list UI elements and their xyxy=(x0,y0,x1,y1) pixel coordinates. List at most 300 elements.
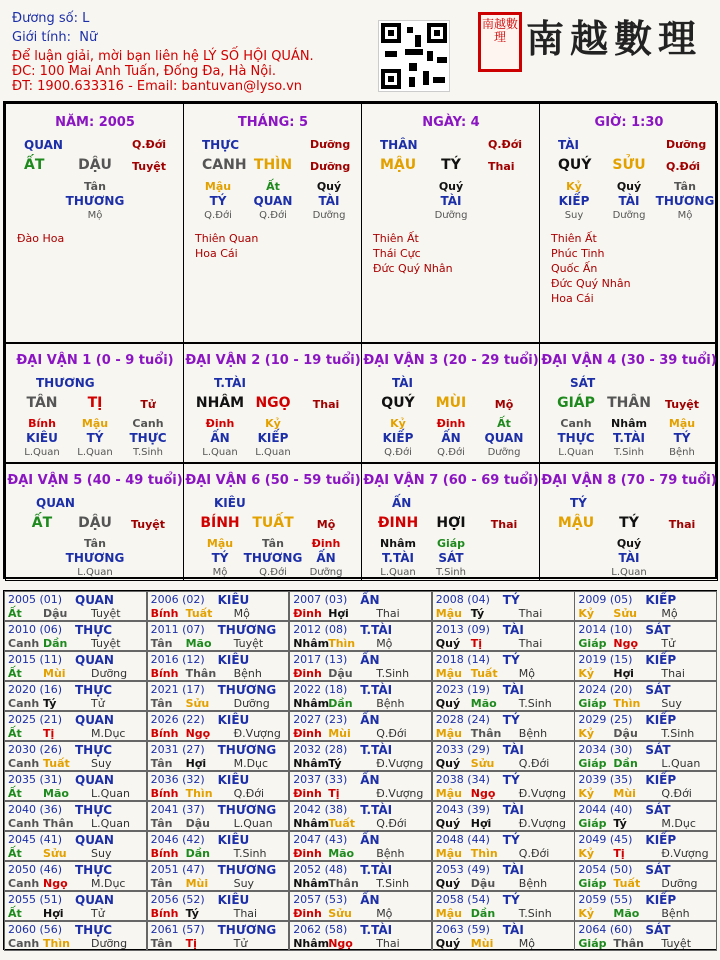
year-stem: Bính xyxy=(150,847,179,860)
year-branch: Tuất xyxy=(470,667,498,680)
year-ten-god: TÀI xyxy=(502,863,524,877)
year-stage: Tử xyxy=(91,907,105,920)
year-branch: Mùi xyxy=(470,937,494,950)
dai-van-hidden-stem: Kỷ xyxy=(265,417,281,430)
year-cell xyxy=(147,621,290,651)
year-ten-god: KIẾP xyxy=(645,833,677,847)
pillar-cell xyxy=(361,103,540,343)
year-ten-god: TÝ xyxy=(502,893,520,907)
year-branch: Dậu xyxy=(613,727,638,740)
year-stem: Canh xyxy=(8,877,40,890)
year-stem: Mậu xyxy=(435,667,462,680)
year-label: 2047 (43) xyxy=(293,833,348,846)
dai-van-hidden-god: KIẾP xyxy=(257,431,289,445)
dai-van-hidden-stage: L.Quan xyxy=(24,447,60,458)
year-cell xyxy=(574,651,717,681)
year-stem: Nhâm xyxy=(293,757,330,770)
dai-van-hidden-stem: Canh xyxy=(132,417,164,430)
year-stem: Đinh xyxy=(293,607,322,620)
year-stem: Quý xyxy=(435,817,461,830)
year-cell xyxy=(147,711,290,741)
dai-van-hidden-stem: Canh xyxy=(560,417,592,430)
dai-van-title: ĐẠI VẬN 2 (10 - 19 tuổi) xyxy=(185,353,361,368)
year-stage: Tuyệt xyxy=(91,637,121,650)
gender-label: Giới tính: xyxy=(12,30,71,45)
year-ten-god: THỰC xyxy=(75,743,113,757)
year-ten-god: KIẾP xyxy=(645,593,677,607)
year-ten-god: T.TÀI xyxy=(360,743,393,757)
year-branch: Sửu xyxy=(43,847,67,860)
year-stage: M.Dục xyxy=(661,817,696,830)
dai-van-stage: Tuyệt xyxy=(130,518,166,531)
year-cell xyxy=(4,801,147,831)
year-label: 2012 (08) xyxy=(293,623,348,636)
year-cell xyxy=(4,711,147,741)
year-branch: Dậu xyxy=(328,667,353,680)
year-branch: Tuất xyxy=(613,877,641,890)
hidden-ten-god: TÀI xyxy=(318,194,340,208)
dai-van-cell xyxy=(539,343,718,463)
dai-van-hidden-stem: Mậu xyxy=(81,417,109,430)
stage-label: Dưỡng xyxy=(310,138,351,151)
year-branch: Tý xyxy=(43,697,57,710)
pillar-cell xyxy=(539,103,718,343)
owner-value: L xyxy=(82,11,90,26)
dai-van-hidden-god: ẤN xyxy=(210,431,230,445)
year-cell xyxy=(147,681,290,711)
year-branch: Dần xyxy=(185,847,210,860)
year-cell xyxy=(4,741,147,771)
dai-van-hidden-stage: L.Quan xyxy=(255,447,291,458)
year-label: 2021 (17) xyxy=(150,683,205,696)
year-stem: Đinh xyxy=(293,907,322,920)
header xyxy=(0,0,720,100)
dai-van-ten-god: TÀI xyxy=(392,376,414,390)
year-branch: Mão xyxy=(328,847,355,860)
year-stem: Quý xyxy=(435,877,461,890)
year-branch: Thìn xyxy=(328,637,356,650)
dai-van-branch: TUẤT xyxy=(252,515,294,531)
year-stage: T.Sinh xyxy=(661,727,695,740)
year-stage: L.Quan xyxy=(233,817,273,830)
dai-van-cell xyxy=(539,463,718,581)
hidden-ten-god: KIẾP xyxy=(558,194,590,208)
year-ten-god: KIÊU xyxy=(217,833,250,847)
year-ten-god: QUAN xyxy=(75,653,114,667)
year-stem: Đinh xyxy=(293,787,322,800)
year-cell xyxy=(574,681,717,711)
year-branch: Hợi xyxy=(185,757,207,770)
year-branch: Tị xyxy=(43,727,55,740)
dai-van-ten-god: QUAN xyxy=(36,496,75,510)
year-label: 2014 (10) xyxy=(578,623,633,636)
dai-van-title: ĐẠI VẬN 4 (30 - 39 tuổi) xyxy=(541,353,717,368)
year-ten-god: TÝ xyxy=(502,773,520,787)
dai-van-hidden-stage: L.Quan xyxy=(77,567,113,578)
auspicious-star: Đức Quý Nhân xyxy=(551,277,631,290)
earthly-branch: TÝ xyxy=(441,157,461,173)
dai-van-hidden-stage: L.Quan xyxy=(380,567,416,578)
year-stage: Đ.Vượng xyxy=(376,757,424,770)
year-cell xyxy=(432,831,575,861)
year-ten-god: TÀI xyxy=(502,683,524,697)
owner-label: Đương số: xyxy=(12,11,78,26)
year-branch: Dần xyxy=(43,637,68,650)
year-cell xyxy=(574,891,717,921)
address-line: ĐC: 100 Mai Anh Tuấn, Đống Đa, Hà Nội. xyxy=(12,64,276,79)
year-stem: Kỷ xyxy=(578,607,595,620)
life-stage: Q.Đới xyxy=(666,160,701,173)
year-label: 2028 (24) xyxy=(435,713,490,726)
dai-van-ten-god: THƯƠNG xyxy=(36,376,95,390)
year-branch: Mão xyxy=(470,697,497,710)
dai-van-hidden-stage: L.Quan xyxy=(77,447,113,458)
year-label: 2051 (47) xyxy=(150,863,205,876)
year-cell xyxy=(4,831,147,861)
contact-intro: Để luận giải, mời bạn liên hệ LÝ SỐ HỘI QUÁN. xyxy=(12,49,314,64)
year-ten-god: T.TÀI xyxy=(360,683,393,697)
year-branch: Dần xyxy=(328,697,353,710)
year-stem: Tân xyxy=(150,697,173,710)
pillar-cell xyxy=(183,103,362,343)
gender-value: Nữ xyxy=(79,30,98,45)
year-branch: Thân xyxy=(470,727,502,740)
dai-van-hidden-stem: Đinh xyxy=(205,417,235,430)
dai-van-title: ĐẠI VẬN 1 (0 - 9 tuổi) xyxy=(16,353,174,368)
dai-van-hidden-god: THỰC xyxy=(557,431,595,445)
life-stage: Dưỡng xyxy=(310,160,351,173)
earthly-branch: THÌN xyxy=(253,157,293,173)
year-cell xyxy=(4,651,147,681)
year-branch: Tý xyxy=(613,817,627,830)
year-label: 2022 (18) xyxy=(293,683,348,696)
hidden-stage: Suy xyxy=(564,210,584,221)
year-stem: Quý xyxy=(435,697,461,710)
stage-label: Q.Đới xyxy=(132,138,167,151)
dai-van-title: ĐẠI VẬN 7 (60 - 69 tuổi) xyxy=(363,473,539,488)
chart-grid xyxy=(3,101,717,579)
year-stage: Thai xyxy=(376,607,400,620)
hidden-stem: Tân xyxy=(84,180,106,193)
ten-god-label: THỰC xyxy=(202,138,240,152)
year-branch: Tị xyxy=(328,787,340,800)
year-stage: Thai xyxy=(233,907,258,920)
year-stem: Nhâm xyxy=(293,937,330,950)
year-cell xyxy=(574,801,717,831)
pillar-title: NĂM: 2005 xyxy=(55,115,135,130)
year-stage: Mộ xyxy=(661,607,678,620)
dai-van-hidden-god: TÝ xyxy=(211,551,229,565)
hidden-stem: Quý xyxy=(616,180,642,193)
dai-van-cell xyxy=(361,463,540,581)
year-cell xyxy=(574,771,717,801)
hidden-stem: Ất xyxy=(266,180,280,193)
annual-cycle-table xyxy=(3,590,717,950)
year-ten-god: KIÊU xyxy=(217,593,250,607)
year-stem: Tân xyxy=(150,757,173,770)
year-cell xyxy=(289,921,432,951)
dai-van-hidden-stem: Đinh xyxy=(311,537,341,550)
ten-god-label: TÀI xyxy=(558,138,580,152)
year-label: 2034 (30) xyxy=(578,743,633,756)
dai-van-hidden-god: TÀI xyxy=(618,551,640,565)
year-ten-god: KIẾP xyxy=(645,893,677,907)
year-stem: Canh xyxy=(8,757,40,770)
year-cell xyxy=(574,621,717,651)
dai-van-stem: ẤT xyxy=(31,515,53,531)
dai-van-hidden-stem: Nhâm xyxy=(611,417,647,430)
dai-van-hidden-stage: T.Sinh xyxy=(436,567,466,578)
year-cell xyxy=(147,651,290,681)
year-stage: Suy xyxy=(661,697,682,710)
year-branch: Ngọ xyxy=(185,727,211,740)
year-cell xyxy=(289,711,432,741)
year-stem: Ất xyxy=(8,727,22,740)
dai-van-stem: QUÝ xyxy=(381,395,415,411)
year-cell xyxy=(289,681,432,711)
year-stage: Q.Đới xyxy=(376,817,407,830)
gender-line xyxy=(12,30,97,46)
year-branch: Mùi xyxy=(613,787,636,800)
dai-van-branch: DẬU xyxy=(78,515,112,531)
year-branch: Ngọ xyxy=(43,877,68,890)
year-cell xyxy=(147,801,290,831)
year-label: 2024 (20) xyxy=(578,683,633,696)
year-cell xyxy=(147,591,290,621)
life-stage: Tuyệt xyxy=(132,160,167,173)
year-cell xyxy=(4,891,147,921)
year-stage: Tử xyxy=(233,937,248,950)
year-stem: Bính xyxy=(150,667,179,680)
year-stage: T.Sinh xyxy=(518,697,552,710)
phone-email-line: ĐT: 1900.633316 - Email: bantuvan@lyso.vn xyxy=(12,79,303,94)
year-stem: Tân xyxy=(150,637,173,650)
dai-van-stage: Tuyệt xyxy=(664,398,700,411)
year-ten-god: KIẾP xyxy=(645,773,677,787)
year-label: 2020 (16) xyxy=(8,683,63,696)
year-ten-god: KIÊU xyxy=(217,713,250,727)
year-ten-god: SÁT xyxy=(645,923,671,937)
year-stage: Tuyệt xyxy=(233,637,264,650)
year-stage: Thai xyxy=(376,937,400,950)
hidden-ten-god: TÝ xyxy=(209,194,227,208)
year-stem: Kỷ xyxy=(578,787,595,800)
dai-van-ten-god: SÁT xyxy=(570,376,596,390)
ten-god-label: THÂN xyxy=(380,138,418,152)
year-label: 2052 (48) xyxy=(293,863,348,876)
year-cell xyxy=(432,771,575,801)
year-stage: Đ.Vượng xyxy=(518,787,566,800)
year-stage: M.Dục xyxy=(91,727,126,740)
year-ten-god: ẤN xyxy=(360,773,380,787)
year-stage: Mộ xyxy=(376,907,393,920)
dai-van-hidden-stem: Bính xyxy=(28,417,56,430)
year-cell xyxy=(432,921,575,951)
life-stage: Thai xyxy=(488,160,515,173)
year-label: 2042 (38) xyxy=(293,803,348,816)
dai-van-hidden-god: TÝ xyxy=(86,431,104,445)
dai-van-hidden-god: THƯƠNG xyxy=(243,551,303,565)
year-branch: Sửu xyxy=(613,607,637,620)
year-branch: Tý xyxy=(185,907,199,920)
year-cell xyxy=(574,861,717,891)
brand-char: 數 xyxy=(614,16,659,61)
hidden-stage: Dưỡng xyxy=(612,210,646,221)
dai-van-hidden-stem: Tân xyxy=(262,537,284,550)
year-branch: Mùi xyxy=(43,667,66,680)
year-stage: Suy xyxy=(233,877,255,890)
year-branch: Mão xyxy=(43,787,69,800)
year-stage: Bệnh xyxy=(376,847,405,860)
year-label: 2023 (19) xyxy=(435,683,490,696)
dai-van-hidden-stage: Q.Đới xyxy=(384,447,412,458)
year-ten-god: T.TÀI xyxy=(360,863,393,877)
dai-van-hidden-stage: T.Sinh xyxy=(133,447,163,458)
year-stage: Đ.Vượng xyxy=(661,847,709,860)
year-cell xyxy=(574,711,717,741)
dai-van-stem: TÂN xyxy=(26,395,58,411)
year-stage: Bệnh xyxy=(376,697,405,710)
dai-van-hidden-god: QUAN xyxy=(484,431,524,445)
hidden-ten-god: THƯƠNG xyxy=(65,194,125,208)
auspicious-star: Quốc Ấn xyxy=(551,262,598,275)
year-stage: Q.Đới xyxy=(518,757,550,770)
dai-van-hidden-god: T.TÀI xyxy=(613,431,645,445)
hidden-stage: Q.Đới xyxy=(204,210,232,221)
auspicious-star: Hoa Cái xyxy=(195,247,238,260)
year-cell xyxy=(432,591,575,621)
heavenly-stem: CANH xyxy=(202,157,247,173)
year-branch: Hợi xyxy=(328,607,349,620)
auspicious-star: Thiên Ất xyxy=(373,232,419,245)
year-label: 2055 (51) xyxy=(8,893,63,906)
dai-van-stem: NHÂM xyxy=(195,395,245,411)
year-stem: Ất xyxy=(8,847,22,860)
year-cell xyxy=(4,591,147,621)
year-label: 2008 (04) xyxy=(435,593,490,606)
year-label: 2006 (02) xyxy=(150,593,205,606)
year-stem: Mậu xyxy=(435,847,462,860)
dai-van-hidden-stage: Bệnh xyxy=(669,447,695,458)
hidden-stem: Kỷ xyxy=(566,180,582,193)
year-stem: Canh xyxy=(8,937,40,950)
year-stem: Bính xyxy=(150,727,179,740)
year-label: 2059 (55) xyxy=(578,893,633,906)
dai-van-cell xyxy=(183,343,362,463)
year-cell xyxy=(4,771,147,801)
brand-char: 南 xyxy=(526,16,571,61)
year-stage: Dưỡng xyxy=(233,697,270,710)
year-stage: Suy xyxy=(91,847,112,860)
auspicious-star: Hoa Cái xyxy=(551,292,594,305)
year-cell xyxy=(147,771,290,801)
year-label: 2045 (41) xyxy=(8,833,63,846)
year-branch: Mão xyxy=(185,637,212,650)
year-branch: Thìn xyxy=(43,937,70,950)
dai-van-cell xyxy=(5,463,184,581)
dai-van-stem: GIÁP xyxy=(557,395,595,411)
dai-van-stage: Mộ xyxy=(316,518,336,531)
year-label: 2018 (14) xyxy=(435,653,490,666)
year-stage: Dưỡng xyxy=(91,937,128,950)
dai-van-hidden-god: ẤN xyxy=(316,551,336,565)
year-stage: M.Dục xyxy=(233,757,269,770)
year-stage: Q.Đới xyxy=(518,847,550,860)
year-ten-god: THƯƠNG xyxy=(217,803,277,817)
dai-van-hidden-stage: L.Quan xyxy=(611,567,647,578)
year-stem: Tân xyxy=(150,817,173,830)
year-ten-god: TÝ xyxy=(502,713,520,727)
year-stage: Mộ xyxy=(518,667,536,680)
year-ten-god: TÀI xyxy=(502,743,524,757)
year-label: 2053 (49) xyxy=(435,863,490,876)
year-stem: Giáp xyxy=(578,697,607,710)
year-branch: Thân xyxy=(185,667,217,680)
auspicious-star: Phúc Tinh xyxy=(551,247,605,260)
year-stem: Giáp xyxy=(578,937,607,950)
year-branch: Thân xyxy=(328,877,359,890)
year-ten-god: T.TÀI xyxy=(360,803,393,817)
year-cell xyxy=(432,681,575,711)
dai-van-stage: Thai xyxy=(490,518,518,531)
year-stem: Đinh xyxy=(293,667,322,680)
year-branch: Tuất xyxy=(185,607,213,620)
dai-van-hidden-stage: Q.Đới xyxy=(437,447,465,458)
year-label: 2027 (23) xyxy=(293,713,348,726)
year-stage: T.Sinh xyxy=(376,667,410,680)
year-stage: Đ.Vượng xyxy=(376,787,424,800)
dai-van-title: ĐẠI VẬN 8 (70 - 79 tuổi) xyxy=(541,473,717,488)
year-cell xyxy=(289,801,432,831)
year-branch: Mùi xyxy=(328,727,351,740)
dai-van-hidden-god: KIÊU xyxy=(26,431,58,445)
year-label: 2026 (22) xyxy=(150,713,205,726)
year-branch: Hợi xyxy=(43,907,64,920)
year-branch: Dần xyxy=(613,757,638,770)
year-branch: Tị xyxy=(613,847,625,860)
brand-logo xyxy=(526,8,702,63)
dai-van-hidden-stem: Đinh xyxy=(436,417,466,430)
year-label: 2016 (12) xyxy=(150,653,205,666)
year-label: 2035 (31) xyxy=(8,773,63,786)
year-stem: Canh xyxy=(8,697,40,710)
owner-line xyxy=(12,11,89,27)
year-stage: L.Quan xyxy=(91,787,130,800)
year-cell xyxy=(289,741,432,771)
year-stage: Đ.Vượng xyxy=(233,727,281,740)
year-branch: Tuất xyxy=(328,817,355,830)
year-stage: Bệnh xyxy=(661,907,690,920)
dai-van-stage: Mộ xyxy=(494,398,514,411)
dai-van-hidden-stem: Giáp xyxy=(436,537,466,550)
year-branch: Tý xyxy=(470,607,485,620)
year-stem: Giáp xyxy=(578,757,607,770)
dai-van-branch: TỊ xyxy=(87,395,103,411)
year-branch: Tý xyxy=(328,757,342,770)
year-stem: Giáp xyxy=(578,877,607,890)
year-stem: Đinh xyxy=(293,847,322,860)
year-label: 2029 (25) xyxy=(578,713,633,726)
year-label: 2009 (05) xyxy=(578,593,633,606)
year-ten-god: TÀI xyxy=(502,803,524,817)
year-stage: T.Sinh xyxy=(376,877,410,890)
dai-van-hidden-god: ẤN xyxy=(441,431,461,445)
hidden-ten-god: TÀI xyxy=(440,194,462,208)
year-stem: Bính xyxy=(150,607,179,620)
dai-van-branch: NGỌ xyxy=(255,395,291,411)
year-label: 2061 (57) xyxy=(150,923,205,936)
hidden-stem: Tân xyxy=(674,180,696,193)
